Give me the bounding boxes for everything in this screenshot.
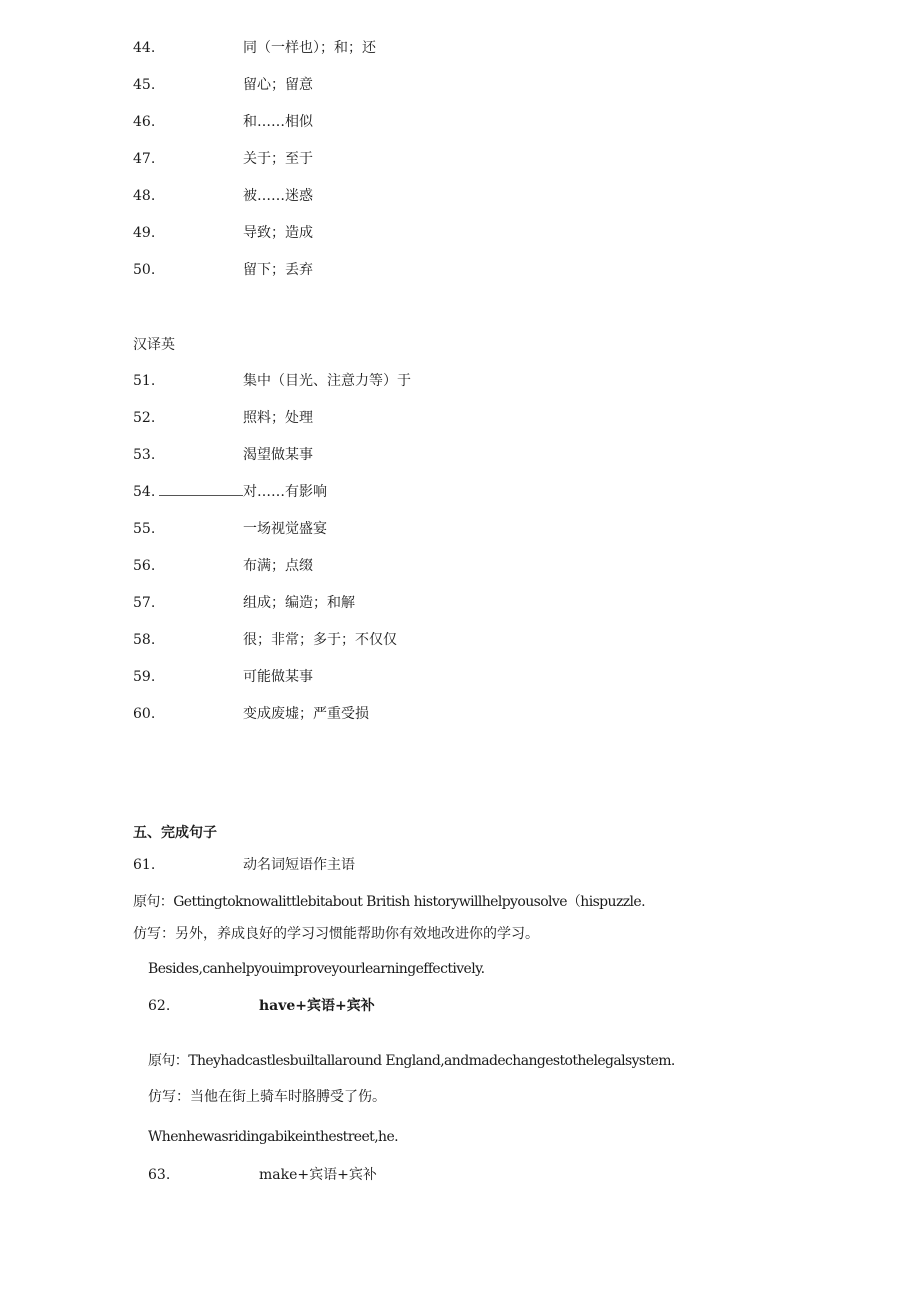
question-62-original: 原句：Theyhadcastlesbuiltallaround England,andmadechangestothelegalsystem. bbox=[148, 1053, 675, 1069]
item-number: 45. bbox=[133, 77, 156, 93]
item-number: 50. bbox=[133, 262, 156, 278]
item-text: 照料；处理 bbox=[243, 410, 313, 426]
item-number: 51. bbox=[133, 373, 156, 389]
question-number: 61. bbox=[133, 857, 156, 873]
question-title: 动名词短语作主语 bbox=[243, 857, 355, 873]
question-61-original: 原句：Gettingtoknowalittlebitabout British historywillhelpyousolve（hispuzzle. bbox=[133, 894, 645, 910]
item-number: 59. bbox=[133, 669, 156, 685]
item-number: 46. bbox=[133, 114, 156, 130]
item-number: 44. bbox=[133, 40, 156, 56]
item-text: 导致；造成 bbox=[243, 225, 313, 241]
item-text: 变成废墟；严重受损 bbox=[243, 706, 369, 722]
item-text: 留心；留意 bbox=[243, 77, 313, 93]
item-text: 一场视觉盛宴 bbox=[243, 521, 327, 537]
question-62-imitation: 仿写：当他在街上骑车时胳膊受了伤。 bbox=[148, 1089, 386, 1105]
item-text: 和……相似 bbox=[243, 114, 313, 130]
item-text: 关于；至于 bbox=[243, 151, 313, 167]
item-number: 56. bbox=[133, 558, 156, 574]
question-61-imitation: 仿写：另外，养成良好的学习习惯能帮助你有效地改进你的学习。 bbox=[133, 926, 539, 942]
item-text: 可能做某事 bbox=[243, 669, 313, 685]
question-number: 63. bbox=[148, 1167, 171, 1183]
item-text: 对……有影响 bbox=[243, 484, 327, 500]
item-number: 47. bbox=[133, 151, 156, 167]
item-text: 留下；丢弃 bbox=[243, 262, 313, 278]
item-number: 52. bbox=[133, 410, 156, 426]
section-title-complete-sentences: 五、完成句子 bbox=[133, 825, 217, 841]
item-text: 集中（目光、注意力等）于 bbox=[243, 373, 411, 389]
item-number: 60. bbox=[133, 706, 156, 722]
item-number: 53. bbox=[133, 447, 156, 463]
item-text: 渴望做某事 bbox=[243, 447, 313, 463]
item-text: 被……迷惑 bbox=[243, 188, 313, 204]
item-text: 布满；点缀 bbox=[243, 558, 313, 574]
item-number: 58. bbox=[133, 632, 156, 648]
question-62-answer: Whenhewasridingabikeinthestreet,he. bbox=[148, 1129, 398, 1145]
item-number: 57. bbox=[133, 595, 156, 611]
item-text: 很；非常；多于；不仅仅 bbox=[243, 632, 397, 648]
item-number: 48. bbox=[133, 188, 156, 204]
item-number: 49. bbox=[133, 225, 156, 241]
question-number: 62. bbox=[148, 998, 171, 1014]
question-61-answer: Besides,canhelpyouimproveyourlearningeffectively. bbox=[148, 961, 485, 977]
section-title-cn-en: 汉译英 bbox=[133, 337, 175, 353]
item-number: 55. bbox=[133, 521, 156, 537]
question-title: make+宾语+宾补 bbox=[259, 1167, 377, 1183]
question-title: have+宾语+宾补 bbox=[259, 998, 375, 1014]
item-text: 组成；编造；和解 bbox=[243, 595, 355, 611]
answer-blank[interactable] bbox=[159, 483, 243, 496]
item-number: 54. bbox=[133, 483, 243, 501]
item-text: 同（一样也）；和；还 bbox=[243, 40, 376, 56]
